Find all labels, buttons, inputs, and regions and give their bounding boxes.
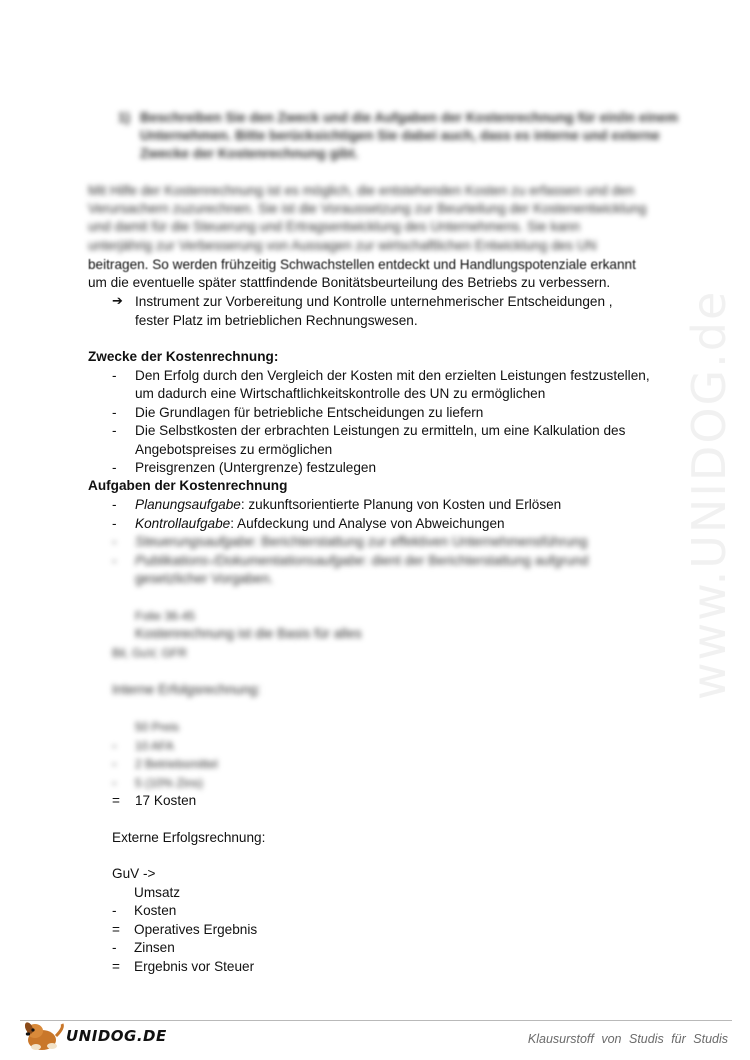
extern-sign: -: [112, 940, 117, 955]
extern-heading: Externe Erfolgsrechnung:: [112, 830, 266, 845]
intern-first: 50 Preis: [135, 720, 180, 734]
zwecke-item: Angebotspreises zu ermöglichen: [135, 442, 333, 457]
footer-divider: [20, 1020, 732, 1021]
question-line: Zwecke der Kostenrechnung gibt.: [140, 146, 359, 161]
zwecke-item: Den Erfolg durch den Vergleich der Kosten mit den erzielten Leistungen festzustellen,: [135, 368, 650, 383]
bullet-dash: -: [112, 423, 117, 438]
intern-sign: -: [112, 775, 117, 790]
bullet-dash: -: [112, 553, 117, 568]
zwecke-item: um dadurch eine Wirtschaftlichkeitskontrolle des UN zu ermöglichen: [135, 386, 546, 401]
note-basis: Kostenrechnung ist die Basis für alles: [135, 626, 362, 641]
zwecke-item: Preisgrenzen (Untergrenze) festzulegen: [135, 460, 377, 475]
intern-item: 5 (10% Zins): [135, 776, 204, 790]
note-bil: Bil, GuV, GFR: [112, 646, 187, 660]
extern-sign: -: [112, 903, 117, 918]
aufgaben-item: [135, 496, 561, 514]
question-line: Beschreiben Sie den Zweck und die Aufgaben der Kostenrechnung für ein/in einem: [140, 110, 679, 125]
aufgaben-text: : Berichterstattung zur effektiven Unternehmensführung: [253, 534, 588, 549]
zwecke-item: Die Grundlagen für betriebliche Entscheidungen zu liefern: [135, 405, 484, 420]
aufgaben-term: Steuerungsaufgabe: [135, 534, 254, 549]
intro-line: und damit für die Steuerung und Ertragsentwicklung des Unternehmens. Sie kann: [88, 219, 580, 234]
footer-tagline: Klausurstoff von Studis für Studis: [527, 1032, 728, 1046]
intern-item: 2 Betriebsmittel: [135, 757, 218, 771]
dog-icon: [22, 1020, 68, 1052]
intern-item: 17 Kosten: [135, 793, 197, 808]
zwecke-heading: Zwecke der Kostenrechnung:: [88, 349, 279, 364]
arrow-line: fester Platz im betrieblichen Rechnungswesen.: [135, 313, 418, 328]
intern-sign: -: [112, 738, 117, 753]
bullet-dash: -: [112, 405, 117, 420]
aufgaben-term: Publikations-/Dokumentationsaufgabe: [135, 553, 364, 568]
extern-sign: =: [112, 922, 120, 937]
extern-item: Zinsen: [134, 940, 175, 955]
unidog-logo: [22, 1022, 167, 1052]
arrow-line: Instrument zur Vorbereitung und Kontrolle unternehmerischer Entscheidungen ,: [135, 294, 613, 309]
intro-line: um die eventuelle später stattfindende Bonitätsbeurteilung des Betriebs zu verbessern.: [88, 275, 611, 290]
aufgaben-term: Kontrollaufgabe: [135, 516, 231, 531]
intro-line: unterjährig zur Verbesserung von Aussagen zur wirtschaftlichen Entwicklung des UN: [88, 238, 597, 253]
bullet-dash: -: [112, 534, 117, 549]
aufgaben-text: : zukunftsorientierte Planung von Kosten und Erlösen: [240, 497, 562, 512]
extern-item: Operatives Ergebnis: [134, 922, 258, 937]
intro-line: beitragen. So werden frühzeitig Schwachstellen entdeckt und Handlungspotenziale erkannt: [88, 257, 636, 272]
aufgaben-item: [135, 552, 588, 570]
logo-text: UNIDOG.DE: [66, 1027, 167, 1045]
extern-sign: =: [112, 959, 120, 974]
extern-item: Ergebnis vor Steuer: [134, 959, 255, 974]
zwecke-item: Die Selbstkosten der erbrachten Leistungen zu ermitteln, um eine Kalkulation des: [135, 423, 626, 438]
intro-line: Mit Hilfe der Kostenrechnung ist es möglich, die entstehenden Kosten zu erfassen und den: [88, 183, 635, 198]
watermark: www.UNIDOG.de: [682, 289, 736, 700]
umsatz-label: Umsatz: [134, 885, 181, 900]
intro-line: Verursachern zuzurechnen. Sie ist die Voraussetzung zur Beurteilung der Kostenentwicklung: [88, 201, 647, 216]
extern-item: Kosten: [134, 903, 177, 918]
aufgaben-heading: Aufgaben der Kostenrechnung: [88, 478, 288, 493]
aufgaben-term: Planungsaufgabe: [135, 497, 241, 512]
intern-item: 10 AFA: [135, 739, 174, 753]
bullet-dash: -: [112, 368, 117, 383]
bullet-dash: -: [112, 460, 117, 475]
question-line: Unternehmen. Bitte berücksichtigen Sie dabei auch, dass es interne und externe: [140, 128, 660, 143]
arrow-icon: ➔: [112, 293, 123, 308]
aufgaben-item: [135, 533, 587, 551]
aufgaben-text: : Aufdeckung und Analyse von Abweichungen: [230, 516, 505, 531]
aufgaben-item: [135, 515, 505, 533]
question-number: 1): [118, 110, 131, 125]
intern-sign: =: [112, 793, 120, 808]
guv-label: GuV ->: [112, 866, 156, 881]
intern-heading: Interne Erfolgsrechnung:: [112, 682, 261, 697]
bullet-dash: -: [112, 497, 117, 512]
aufgaben-item-cont: gesetzlicher Vorgaben.: [135, 571, 274, 586]
note-folie: Folie 36-45: [135, 609, 196, 623]
bullet-dash: -: [112, 516, 117, 531]
intern-sign: -: [112, 756, 117, 771]
aufgaben-text: : dient der Berichterstattung aufgrund: [363, 553, 589, 568]
